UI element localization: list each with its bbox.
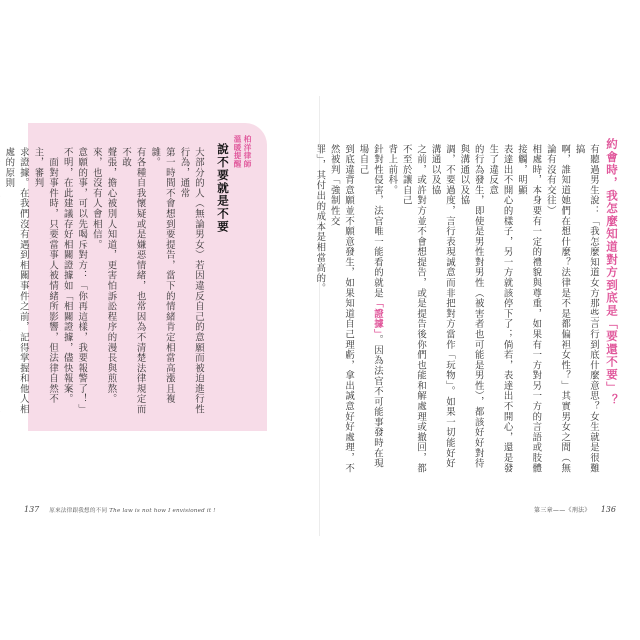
- tip-sidebar-box: [3, 123, 267, 431]
- right-page: [314, 0, 640, 640]
- evidence-highlight: 「證據」: [371, 298, 383, 335]
- lawyer-tip-badge: 柏洋律師 溫暖提醒: [233, 135, 252, 168]
- running-title-en: The law is not how I envisioned it !: [109, 508, 216, 514]
- running-title: [49, 506, 215, 514]
- left-footer: [24, 505, 216, 514]
- chapter-label: 第三章——《刑法》: [534, 507, 591, 514]
- main-body-text: 有聽過男生說：「我怎麼知道女方那些言行到底什麼意思？女生就是很難搞 啊，誰知道她們在想什麼？法律是不是都偏袒女性？」其實男女之間（無論有沒有交往） 相處時，本身要有一定的禮貌與尊重，如果有一方對另一方的言語或肢體接觸，明顯 表達出不開心的樣子，另一方就該停下了；倘若，表達出不開心，還是發生了違反意 的行為發生，即使是男性對男性（被害者也可能是男性），都該好好對待與溝通以及協 調，不要過度，言行表現誠意而非把對方當作「玩物」。如果一切能好好溝通以及協 之前，或許對方並不會想提告，或是提告後你們也能和解處理或撤回，都不至於讓自己 背上前科。 針對性侵害，法官唯一能看的就是「證據」。因為法官不可能事發時在現場自己 到底違背意願並不願意發生，如果知道自己理虧，拿出誠意好好處理，不然被判「強制性交 罪」，其付出的成本是相當高的。: [314, 144, 599, 474]
- right-footer: [534, 505, 616, 514]
- heading-suffix: ？: [605, 394, 619, 407]
- section-heading: [604, 138, 620, 407]
- heading-highlight: 「要還不要」: [605, 317, 619, 395]
- left-page-number: 137: [24, 505, 40, 514]
- tip-title: 說不要就是不要: [216, 143, 230, 234]
- right-page-number: 136: [600, 505, 616, 514]
- heading-prefix: 約會時，我怎麼知道對方到底是: [605, 138, 619, 318]
- tip-body: 大部分的人（無論男女）若因違反自己的意願而被迫進行性行為，通常 第一時間不會想到要提告，當下的情緒肯定相當高漲且複雜。 有各種自我懷疑或是嫌惡情緒，也常因為不清楚法律規定而不敢 聲張，擔心被別人知道，更害怕訴訟程序的漫長與煎熬。 來，也沒有人會相信。 意願的事，可以先喝斥對方：「你再這樣，我要報警了！」 不明，在此建議存好相關證據如「相關證據，儘快報案。 面對事件時，只要當事人被情緒所影響，但法律自然不主，審判 求證據。在我們沒有遇到相關事件之前，記得掌握和他人相處的原則: [3, 147, 204, 415]
- running-title-zh: 原來法律跟我想的不同: [49, 508, 108, 514]
